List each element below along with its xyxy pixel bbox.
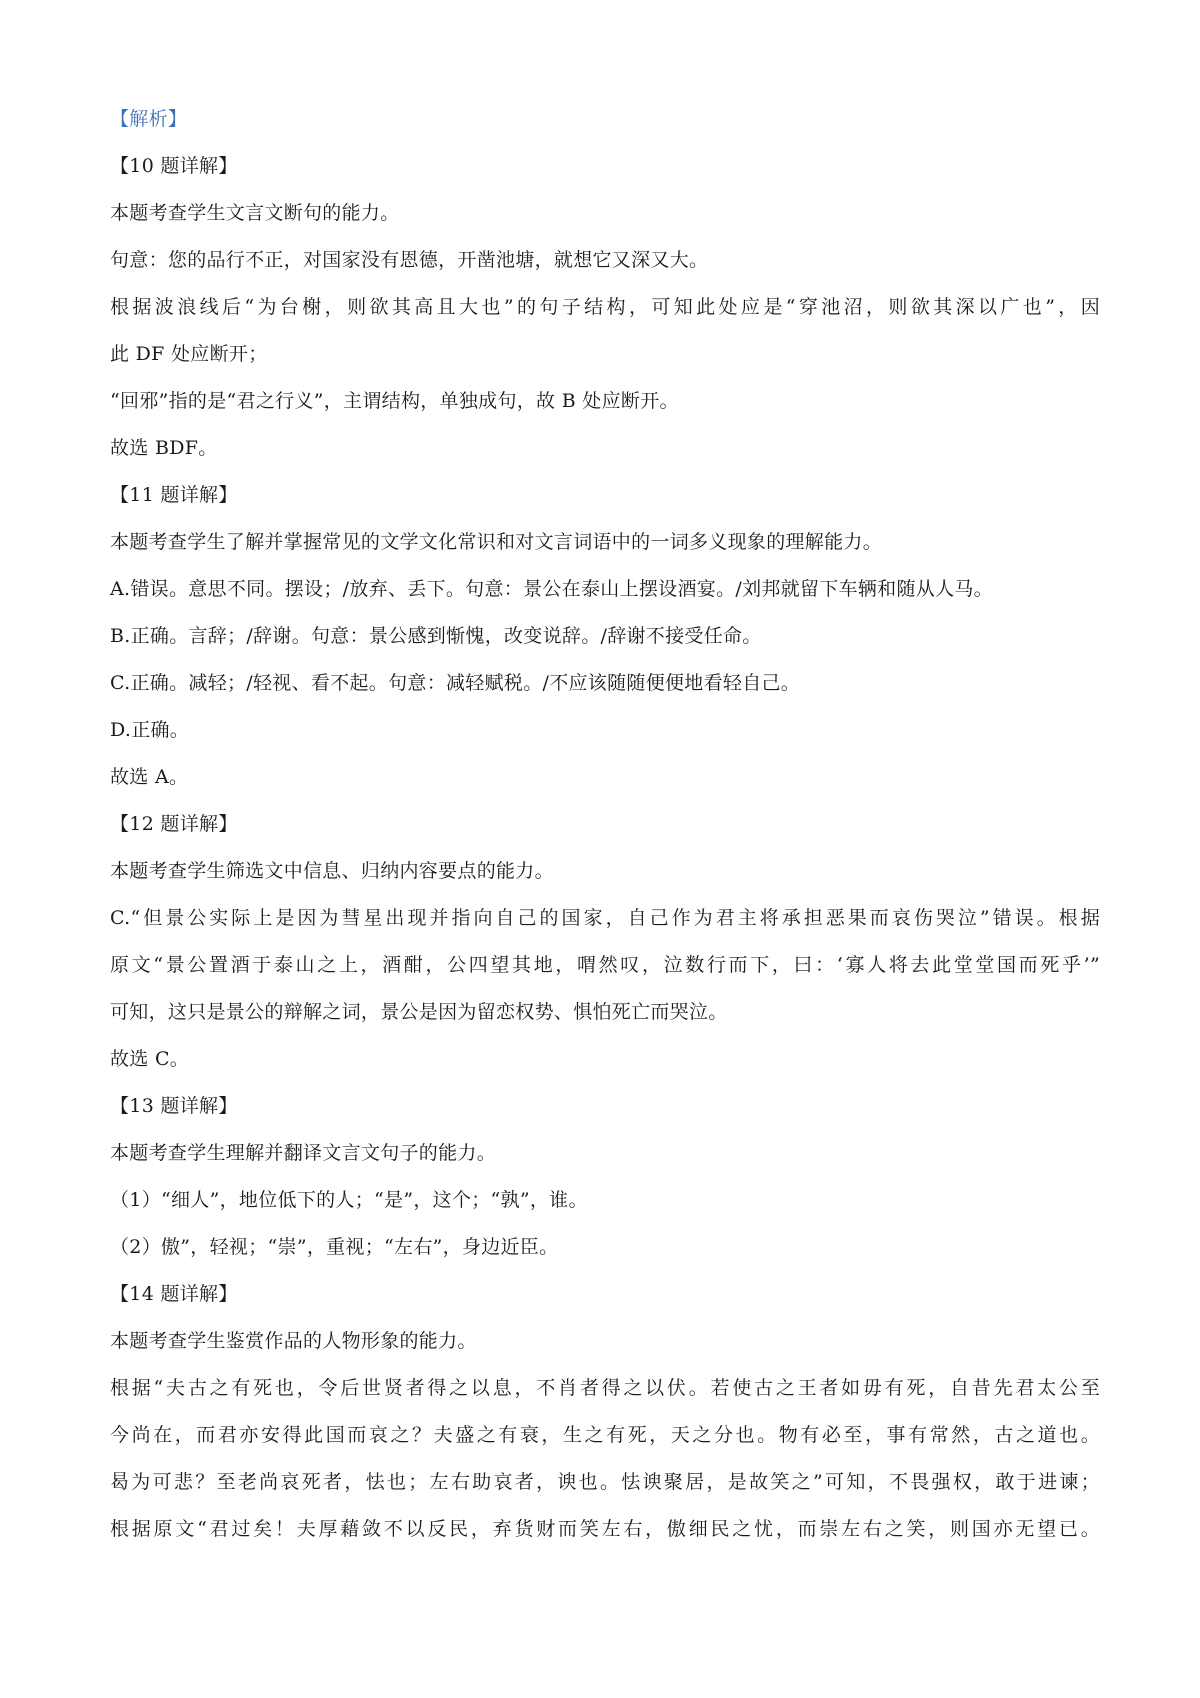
paragraph-line: （1）“细人”，地位低下的人；“是”，这个；“孰”，谁。 <box>110 1189 588 1211</box>
paragraph-line: 本题考查学生了解并掌握常见的文学文化常识和对文言词语中的一词多义现象的理解能力。 <box>110 531 883 553</box>
paragraph-line: 今尚在，而君亦安得此国而哀之？夫盛之有衰，生之有死，天之分也。物有必至，事有常然，古之道也。 <box>110 1424 1100 1446</box>
document-body <box>110 96 1100 1553</box>
analysis-header: 【解析】 <box>110 108 188 130</box>
section-heading: 【13 题详解】 <box>110 1095 238 1117</box>
paragraph-line: 曷为可悲？至老尚哀死者，怯也；左右助哀者，谀也。怯谀聚居，是故笑之”可知，不畏强权，敢于进谏； <box>110 1471 1100 1493</box>
paragraph-line: 根据“夫古之有死也，令后世贤者得之以息，不肖者得之以伏。若使古之王者如毋有死，自昔先君太公至 <box>110 1377 1100 1399</box>
section-heading: 【10 题详解】 <box>110 155 238 177</box>
paragraph-line: 本题考查学生文言文断句的能力。 <box>110 202 400 224</box>
paragraph-line: 可知，这只是景公的辩解之词，景公是因为留恋权势、惧怕死亡而哭泣。 <box>110 1001 728 1023</box>
paragraph-line: 句意：您的品行不正，对国家没有恩德，开凿池塘，就想它又深又大。 <box>110 249 709 271</box>
paragraph-line: 本题考查学生筛选文中信息、归纳内容要点的能力。 <box>110 860 554 882</box>
paragraph-line: B.正确。言辞；/辞谢。句意：景公感到惭愧，改变说辞。/辞谢不接受任命。 <box>110 625 762 647</box>
paragraph-line: C.正确。减轻；/轻视、看不起。句意：减轻赋税。/不应该随随便便地看轻自己。 <box>110 672 801 694</box>
paragraph-line: 此 DF 处应断开； <box>110 343 268 365</box>
section-heading: 【14 题详解】 <box>110 1283 238 1305</box>
paragraph-line: D.正确。 <box>110 719 190 741</box>
paragraph-line: “回邪”指的是“君之行义”，主谓结构，单独成句，故 B 处应断开。 <box>110 390 679 412</box>
paragraph-line: 原文“景公置酒于泰山之上，酒酣，公四望其地，喟然叹，泣数行而下，曰：‘寡人将去此堂堂国而死乎’” <box>110 954 1100 976</box>
paragraph-line: 故选 BDF。 <box>110 437 218 459</box>
paragraph-line: 故选 A。 <box>110 766 189 788</box>
paragraph-line: C.“但景公实际上是因为彗星出现并指向自己的国家，自己作为君主将承担恶果而哀伤哭泣”错误。根据 <box>110 907 1100 929</box>
section-heading: 【11 题详解】 <box>110 484 238 506</box>
paragraph-line: 本题考查学生理解并翻译文言文句子的能力。 <box>110 1142 497 1164</box>
paragraph-line: 本题考查学生鉴赏作品的人物形象的能力。 <box>110 1330 477 1352</box>
paragraph-line: 根据原文“君过矣！夫厚藉敛不以反民，弃货财而笑左右，傲细民之忧，而崇左右之笑，则国亦无望已。 <box>110 1518 1100 1540</box>
paragraph-line: 故选 C。 <box>110 1048 190 1070</box>
section-heading: 【12 题详解】 <box>110 813 238 835</box>
paragraph-line: A.错误。意思不同。摆设；/放弃、丢下。句意：景公在泰山上摆设酒宴。/刘邦就留下车辆和随从人马。 <box>110 578 993 600</box>
paragraph-line: （2）傲”，轻视；“崇”，重视；“左右”，身边近臣。 <box>110 1236 559 1258</box>
paragraph-line: 根据波浪线后“为台榭，则欲其高且大也”的句子结构，可知此处应是“穿池沼，则欲其深以广也”，因 <box>110 296 1100 318</box>
